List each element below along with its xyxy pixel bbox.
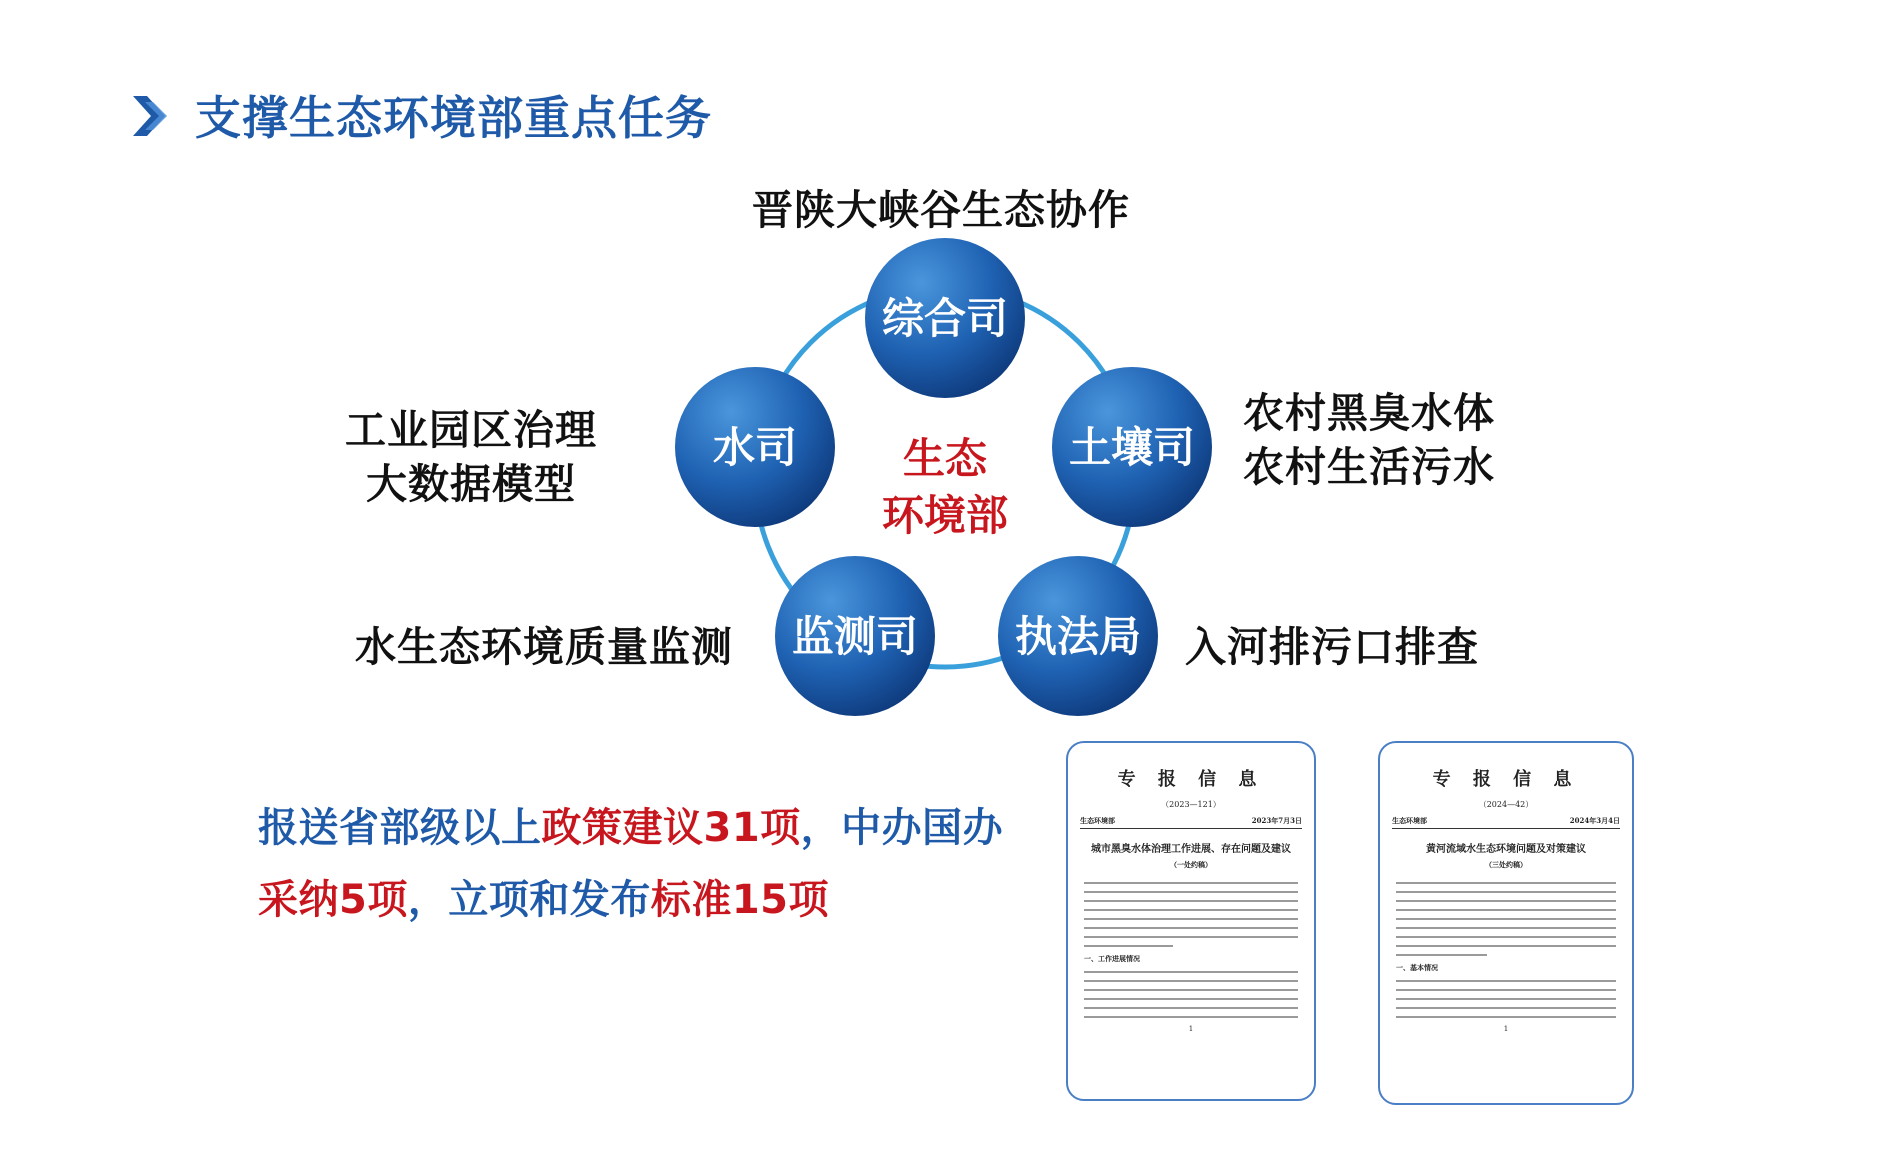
node-label-zhifa: 执法局 — [1014, 612, 1142, 661]
doc-number: （2024—42） — [1478, 800, 1534, 809]
doc-section: 一、基本情况 — [1396, 963, 1438, 972]
doc-org: 生态环境部 — [1392, 816, 1427, 825]
task-zonghe — [752, 177, 1130, 236]
task-turang-line1: 农村黑臭水体 — [1243, 389, 1495, 437]
summary-part1: 报送省部级以上 — [258, 805, 542, 851]
doc-title: 城市黑臭水体治理工作进展、存在问题及建议 — [1091, 844, 1291, 855]
center-label — [882, 434, 1008, 540]
doc-number: （2023—121） — [1161, 800, 1221, 809]
doc-page-number: 1 — [1188, 1025, 1194, 1033]
center-label-line2: 环境部 — [881, 491, 1009, 540]
task-turang-line2: 农村生活污水 — [1243, 443, 1495, 491]
node-label-turang: 土壤司 — [1068, 423, 1196, 472]
node-jiance — [775, 556, 935, 716]
summary-part5: ，立项和发布 — [407, 877, 651, 923]
center-label-line1: 生态 — [902, 434, 988, 483]
task-jiance-line1: 水生态环境质量监测 — [355, 623, 733, 671]
doc-heading: 专 报 信 息 — [1432, 769, 1580, 790]
node-shui — [675, 367, 835, 527]
doc-title: 黄河流域水生态环境问题及对策建议 — [1426, 844, 1586, 855]
report-document-1[interactable] — [1066, 741, 1316, 1101]
node-zonghe — [865, 238, 1025, 398]
task-turang — [1243, 386, 1495, 494]
doc-rule — [1392, 828, 1620, 829]
doc-rule — [1080, 828, 1302, 829]
doc-subtitle: （三处约稿） — [1485, 860, 1527, 869]
summary-standard-count: 标准15项 — [650, 877, 830, 923]
node-label-shui: 水司 — [712, 423, 798, 472]
doc-meta — [1392, 816, 1620, 826]
doc-meta — [1080, 816, 1302, 826]
task-zhifa — [1185, 614, 1479, 673]
doc-org: 生态环境部 — [1080, 816, 1115, 825]
task-shui-line1: 工业园区治理 — [345, 406, 597, 454]
doc-section: 一、工作进展情况 — [1084, 954, 1140, 963]
task-zhifa-line1: 入河排污口排查 — [1185, 623, 1479, 671]
task-shui — [345, 403, 597, 511]
node-label-zonghe: 综合司 — [881, 294, 1009, 343]
doc-subtitle: （一处约稿） — [1170, 860, 1212, 869]
doc-body — [1392, 882, 1620, 1018]
doc-date: 2023年7月3日 — [1251, 816, 1302, 825]
summary-text — [258, 792, 1038, 936]
summary-part3: ，中办国办 — [800, 805, 1004, 851]
task-jiance — [355, 614, 733, 673]
task-zonghe-line1: 晋陕大峡谷生态协作 — [752, 186, 1130, 234]
doc-page-number: 1 — [1503, 1025, 1509, 1033]
node-label-jiance: 监测司 — [791, 612, 919, 661]
page-title: 支撑生态环境部重点任务 — [195, 91, 712, 145]
summary-adopted-count: 采纳5项 — [258, 877, 408, 923]
node-turang — [1052, 367, 1212, 527]
doc-heading: 专 报 信 息 — [1117, 769, 1265, 790]
report-document-2[interactable] — [1378, 741, 1634, 1105]
summary-policy-count: 政策建议31项 — [541, 805, 801, 851]
doc-date: 2024年3月4日 — [1569, 816, 1620, 825]
task-shui-line2: 大数据模型 — [366, 460, 576, 508]
doc-body — [1080, 882, 1302, 1018]
node-zhifa — [998, 556, 1158, 716]
